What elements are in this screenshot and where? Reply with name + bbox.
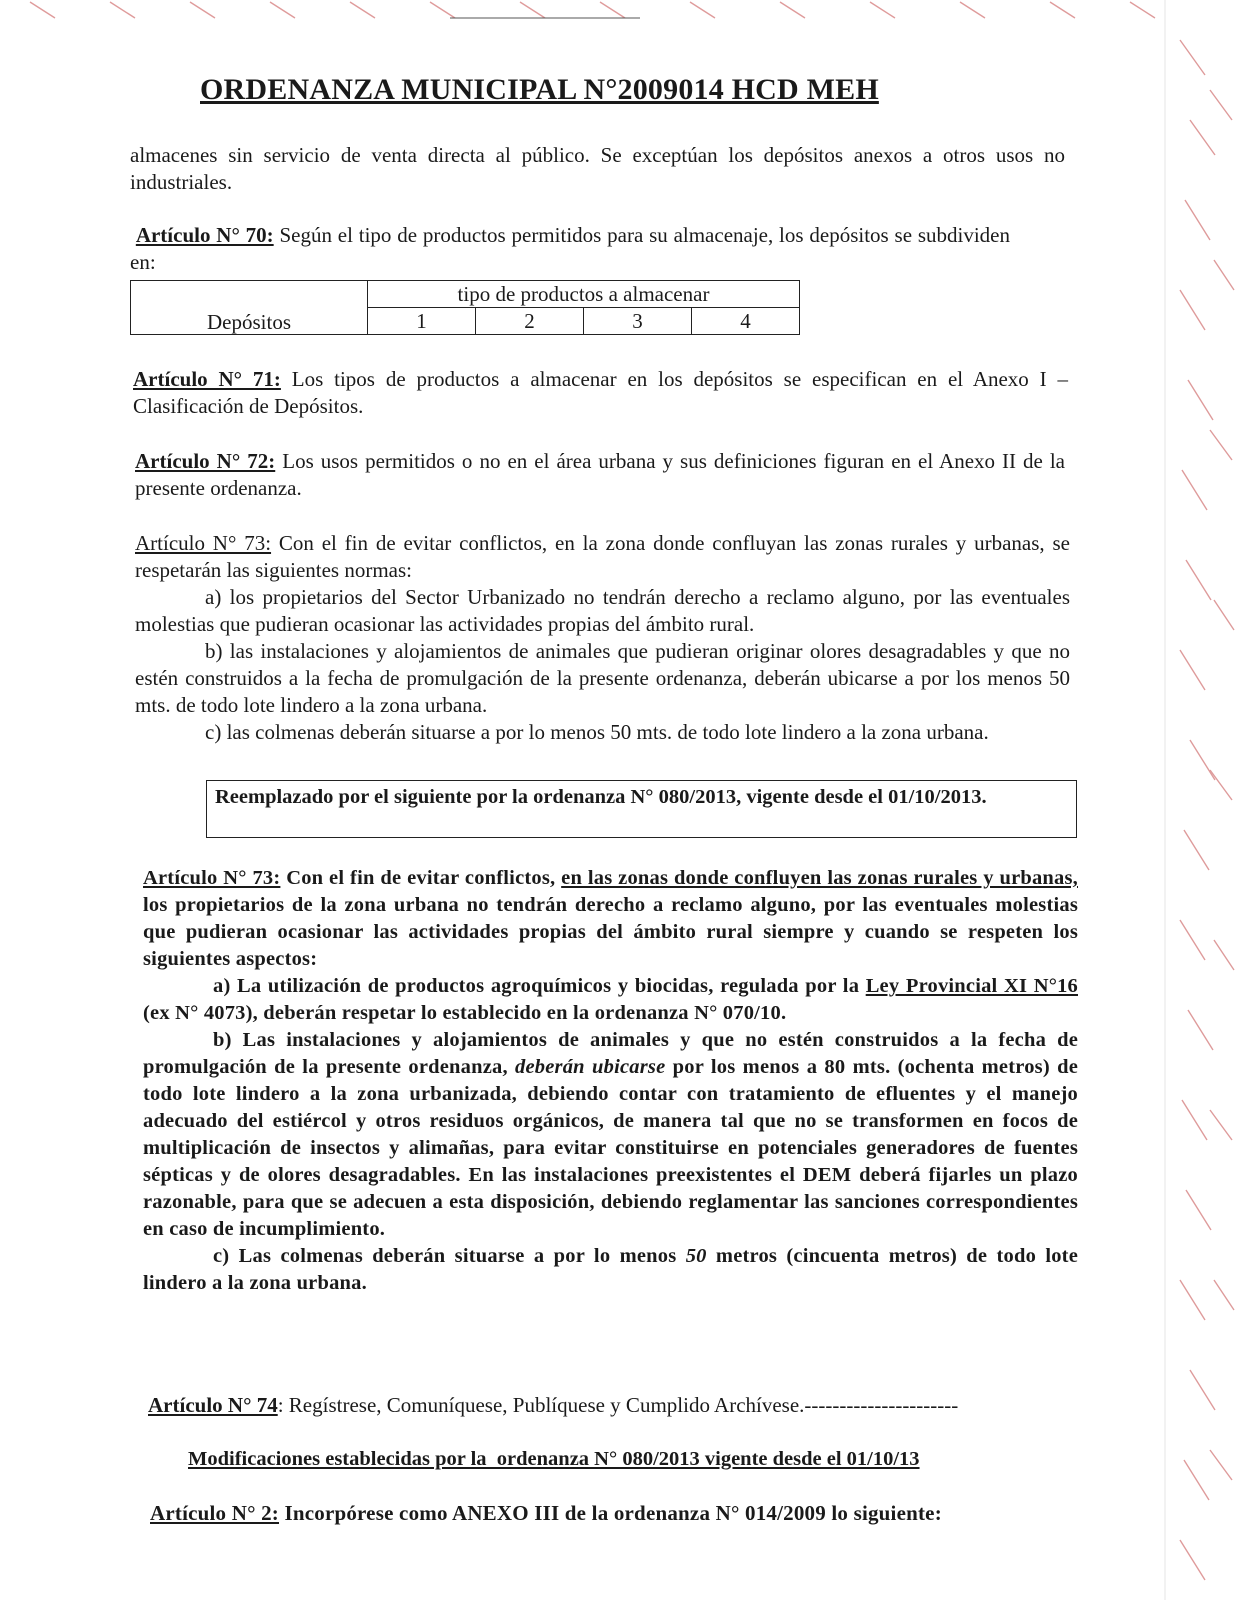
article-71-text: Los tipos de productos a almacenar en los depósitos se especifican en el Anexo I – Clasificación de Depósitos.: [133, 367, 1068, 418]
article-73-new: Artículo N° 73: Con el fin de evitar conflictos, en las zonas donde confluyen las zonas rurales y urbanas, los propietarios de la zona urbana no tendrán derecho a reclamo alguno, por las eventuales molestias que pudieran ocasionar las actividades propias del ámbito rural siempre y cuando se respeten los siguientes aspectos: a) La utilización de productos agroquímicos y biocidas, regulada por la Ley Provincial XI N°16 (ex N° 4073), deberán respetar lo establecido en la ordenanza N° 070/10. b) Las instalaciones y alojamientos de animales y que no estén construidos a la fecha de promulgación de la presente ordenanza, deberán ubicarse por los menos a 80 mts. (ochenta metros) de todo lote lindero a la zona urbanizada, debiendo contar con tratamiento de efluentes y el manejo adecuado del estiércol y otros residuos orgánicos, de manera tal que no se transformen en focos de multiplicación de insectos y alimañas, para evitar constituirse en potenciales generadores de fuentes sépticas y de olores desagradables. En las instalaciones preexistentes el DEM deberá fijarles un plazo razonable, para que se adecuen a esta disposición, debiendo reglamentar las sanciones correspondientes en caso de incumplimiento. c) Las colmenas deberán situarse a por lo menos 50 metros (cincuenta metros) de todo lote lindero a la zona urbana.: [143, 865, 1078, 1297]
article-73-new-item-b: b) Las instalaciones y alojamientos de animales y que no estén construidos a la fecha de promulgación de la presente ordenanza, deberán ubicarse por los menos a 80 mts. (ochenta metros) de todo lote lindero a la zona urbanizada, debiendo contar con tratamiento de efluentes y el manejo adecuado del estiércol y otros residuos orgánicos, de manera tal que no se transformen en focos de multiplicación de insectos y alimañas, para evitar constituirse en potenciales generadores de fuentes sépticas y de olores desagradables. En las instalaciones preexistentes el DEM deberá fijarles un plazo razonable, para que se adecuen a esta disposición, debiendo reglamentar las sanciones correspondientes en caso de incumplimiento.: [143, 1029, 1078, 1240]
article-73-original: Artículo N° 73: Con el fin de evitar conflictos, en la zona donde confluyan las zonas rurales y urbanas, se respetarán las siguientes normas: a) los propietarios del Sector Urbanizado no tendrán derecho a reclamo alguno, por las eventuales molestias que pudieran ocasionar las actividades propias del ámbito rural. b) las instalaciones y alojamientos de animales que pudieran originar olores desagradables y que no estén construidos a la fecha de promulgación de la presente ordenanza, deberán ubicarse a por los menos 50 mts. de todo lote lindero a la zona urbana. c) las colmenas deberán situarse a por lo menos 50 mts. de todo lote lindero a la zona urbana.: [135, 531, 1070, 744]
article-70-text: Según el tipo de productos permitidos para su almacenaje, los depósitos se subdividen en:: [130, 223, 1010, 274]
article-73-new-item-a: a) La utilización de productos agroquímicos y biocidas, regulada por la Ley Provincial XI N°16 (ex N° 4073), deberán respetar lo establecido en la ordenanza N° 070/10.: [143, 975, 1078, 1024]
article-2: [150, 1500, 1085, 1527]
replacement-notice-box: Reemplazado por el siguiente por la ordenanza N° 080/2013, vigente desde el 01/10/2013.: [206, 780, 1077, 838]
article-73-new-item-c: c) Las colmenas deberán situarse a por lo menos 50 metros (cincuenta metros) de todo lote lindero a la zona urbana.: [143, 1245, 1078, 1294]
article-74: [148, 1392, 1083, 1419]
modifications-heading: Modificaciones establecidas por la ordenanza N° 080/2013 vigente desde el 01/10/13: [188, 1448, 920, 1470]
article-2-text: Incorpórese como ANEXO III de la ordenanza N° 014/2009 lo siguiente:: [279, 1501, 942, 1525]
intro-paragraph: almacenes sin servicio de venta directa al público. Se exceptúan los depósitos anexos a otros usos no industriales.: [130, 143, 1065, 194]
product-type-cell: 4: [691, 308, 799, 335]
article-72: [135, 448, 1065, 502]
article-73-original-item-b: b) las instalaciones y alojamientos de animales que pudieran originar olores desagradables y que no estén construidos a la fecha de promulgación de la presente ordenanza, deberán ubicarse a por los menos 50 mts. de todo lote lindero a la zona urbana.: [135, 639, 1070, 717]
article-73-new-heading: Artículo N° 73:: [143, 867, 281, 889]
article-2-heading: Artículo N° 2:: [150, 1501, 280, 1525]
law-reference: Ley Provincial XI N°16: [865, 975, 1078, 997]
deposit-types-table: [130, 280, 800, 335]
article-74-heading: Artículo N° 74: [148, 1393, 278, 1417]
article-73-original-item-c: c) las colmenas deberán situarse a por lo menos 50 mts. de todo lote lindero a la zona urbana.: [205, 720, 989, 744]
product-type-cell: 2: [475, 308, 583, 335]
article-71: [133, 366, 1068, 420]
article-73-original-heading: Artículo N° 73:: [135, 531, 272, 555]
product-types-header: tipo de productos a almacenar: [368, 281, 800, 308]
article-70-heading: Artículo N° 70:: [135, 223, 274, 247]
article-73-original-item-a: a) los propietarios del Sector Urbanizado no tendrán derecho a reclamo alguno, por las eventuales molestias que pudieran ocasionar las actividades propias del ámbito rural.: [135, 585, 1070, 636]
deposits-label-cell: Depósitos: [131, 281, 368, 335]
article-72-text: Los usos permitidos o no en el área urbana y sus definiciones figuran en el Anexo II de la presente ordenanza.: [135, 449, 1065, 500]
article-74-text: : Regístrese, Comuníquese, Publíquese y Cumplido Archívese.----------------------: [277, 1393, 959, 1417]
article-71-heading: Artículo N° 71:: [133, 367, 281, 391]
product-type-cell: 1: [368, 308, 476, 335]
article-72-heading: Artículo N° 72:: [135, 449, 276, 473]
article-70: [130, 222, 1010, 276]
product-type-cell: 3: [583, 308, 691, 335]
page-title: ORDENANZA MUNICIPAL N°2009014 HCD MEH: [200, 73, 879, 106]
